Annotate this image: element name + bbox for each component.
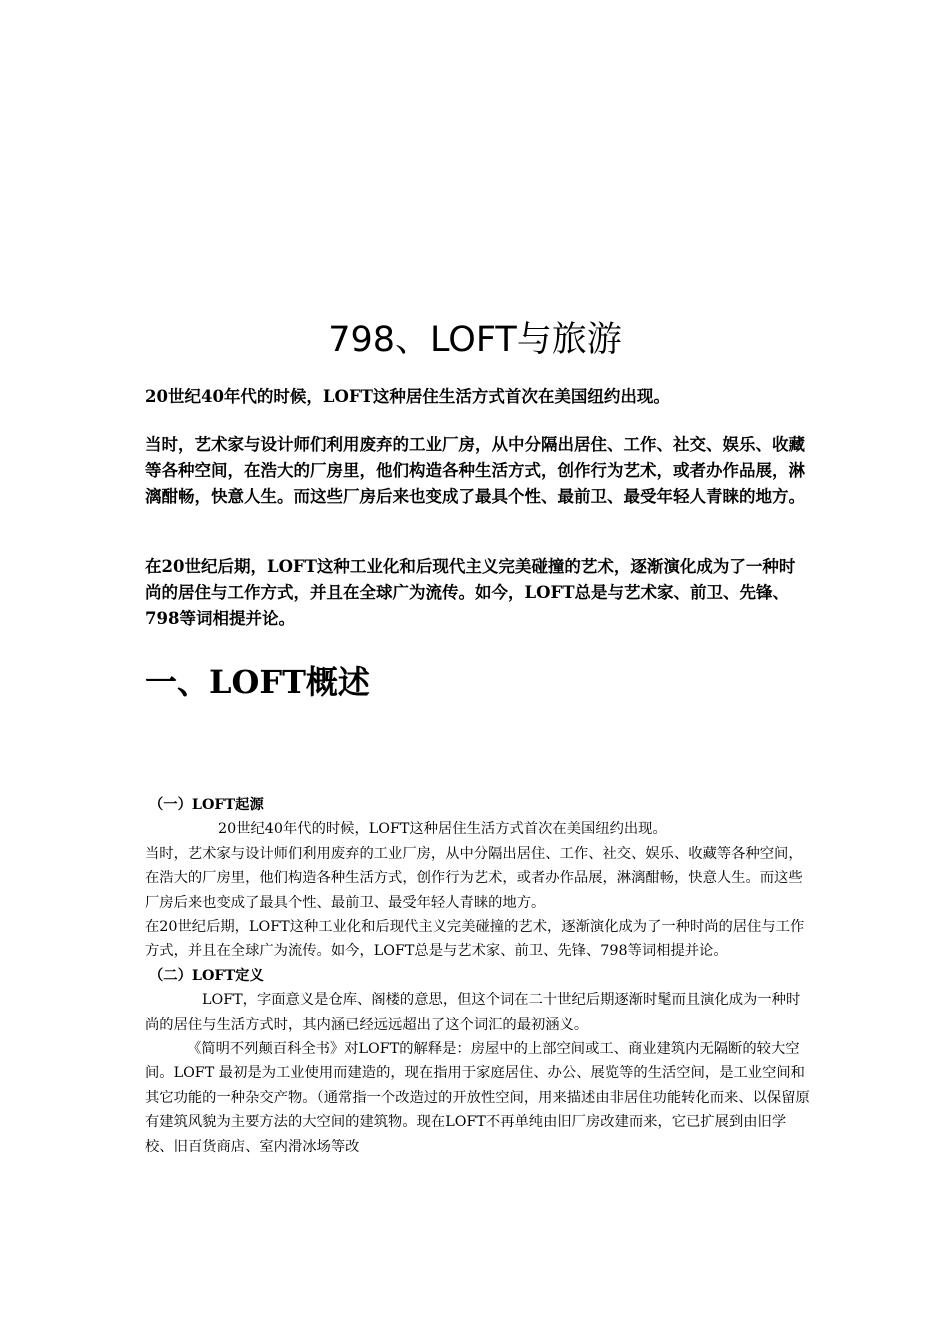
- definition-paragraph-1: LOFT，字面意义是仓库、阁楼的意思，但这个词在二十世纪后期逐渐时髦而且演化成为一种时尚的居住与生活方式时，其内涵已经远远超出了这个词汇的最初涵义。: [145, 992, 801, 1033]
- origin-paragraph-1: 20世纪40年代的时候，LOFT这种居住生活方式首次在美国纽约出现。: [218, 821, 667, 838]
- origin-paragraph-2: 当时，艺术家与设计师们利用废弃的工业厂房，从中分隔出居住、工作、社交、娱乐、收藏等各种空间，在浩大的厂房里，他们构造各种生活方式，创作行为艺术，或者办作品展，淋漓酣畅，快意人生。而这些厂房后来也变成了最具个性、最前卫、最受年轻人青睐的地方。: [145, 845, 803, 911]
- page-title: 798、LOFT与旅游: [328, 320, 622, 360]
- origin-paragraph-3: 在20世纪后期，LOFT这种工业化和后现代主义完美碰撞的艺术，逐渐演化成为了一种时尚的居住与工作方式，并且在全球广为流传。如今，LOFT总是与艺术家、前卫、先锋、798等词相提并论。: [145, 919, 805, 960]
- definition-paragraph-2: 《简明不列颠百科全书》对LOFT的解释是：房屋中的上部空间或工、商业建筑内无隔断的较大空间。LOFT 最初是为工业使用而建造的，现在指用于家庭居住、办公、展览等的生活空间，是工业空间和其它功能的一种杂交产物。（通常指一个改造过的开放性空间，用来描述由非居住功能转化而来、以保留原有建筑风貌为主要方法的大空间的建筑物。现在LOFT不再单纯由旧厂房改建而来，它已扩展到由旧学校、旧百货商店、室内滑冰场等改: [145, 1041, 810, 1155]
- section-heading-loft-overview: 一、LOFT概述: [145, 663, 370, 701]
- intro-paragraph-2: 当时，艺术家与设计师们利用废弃的工业厂房，从中分隔出居住、工作、社交、娱乐、收藏等各种空间，在浩大的厂房里，他们构造各种生活方式，创作行为艺术，或者办作品展，淋漓酣畅，快意人生。而这些厂房后来也变成了最具个性、最前卫、最受年轻人青睐的地方。: [145, 435, 805, 506]
- intro-paragraph-3: 在20世纪后期，LOFT这种工业化和后现代主义完美碰撞的艺术，逐渐演化成为了一种时尚的居住与工作方式，并且在全球广为流传。如今，LOFT总是与艺术家、前卫、先锋、798等词相提并论。: [145, 557, 796, 628]
- subsection-heading-definition: （二）LOFT定义: [149, 967, 264, 984]
- intro-paragraph-1: 20世纪40年代的时候，LOFT这种居住生活方式首次在美国纽约出现。: [145, 387, 670, 406]
- section-body: [145, 793, 810, 1159]
- subsection-heading-origin: （一）LOFT起源: [149, 797, 264, 813]
